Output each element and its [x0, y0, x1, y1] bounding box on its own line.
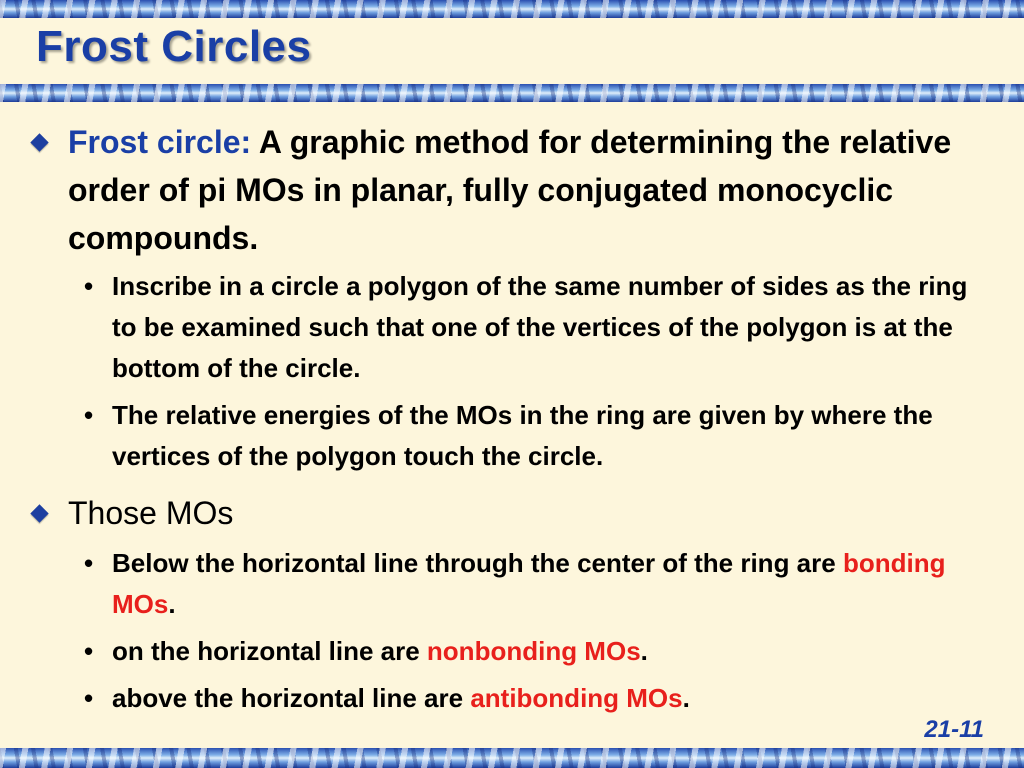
bullet-frost-circle — [0, 118, 1024, 262]
sub-bullet-text: The relative energies of the MOs in the ring are given by where the vertices of the polygon touch the circle. — [112, 400, 933, 471]
bullet-dot-icon: • — [84, 271, 94, 301]
sub-bullet-text: Below the horizontal line through the center of the ring are — [112, 548, 843, 578]
frost-circle-definition: A graphic method for determining the relative order of pi MOs in planar, fully conjugated monocyclic compounds. — [68, 124, 952, 256]
sub-bullet-nonbonding — [0, 631, 1024, 672]
sub-bullet-punctuation: . — [168, 589, 176, 619]
those-mos-text: Those MOs — [68, 495, 234, 531]
sub-bullet-punctuation: . — [640, 636, 648, 666]
diamond-bullet-icon — [30, 504, 48, 522]
nonbonding-mos-highlight: nonbonding MOs — [426, 636, 641, 666]
bullet-dot-icon: • — [84, 636, 94, 666]
top-wave-banner — [0, 0, 1024, 18]
bottom-wave-banner — [0, 748, 1024, 768]
bullet-dot-icon: • — [84, 548, 94, 578]
sub-bullet-bonding — [0, 543, 1024, 625]
slide-body — [0, 118, 1024, 719]
page-number: 21-11 — [924, 716, 984, 743]
bonding-mos-highlight: bonding MOs — [112, 548, 946, 619]
frost-circle-term: Frost circle: — [68, 124, 252, 160]
sub-bullet-punctuation: . — [682, 683, 690, 713]
bullet-dot-icon: • — [84, 683, 94, 713]
diamond-bullet-icon — [30, 133, 48, 151]
title-wave-divider — [0, 84, 1024, 102]
bullet-dot-icon: • — [84, 400, 94, 430]
antibonding-mos-highlight: antibonding MOs — [470, 683, 683, 713]
bullet-those-mos — [0, 489, 1024, 537]
sub-bullet-text: on the horizontal line are — [112, 636, 427, 666]
slide-title: Frost Circles — [36, 22, 312, 71]
sub-bullet-relative-energies — [0, 395, 1024, 477]
sub-bullet-text: Inscribe in a circle a polygon of the same number of sides as the ring to be examined such that one of the vertices of the polygon is at the bottom of the circle. — [112, 271, 968, 383]
sub-bullet-antibonding — [0, 678, 1024, 719]
sub-bullet-inscribe — [0, 266, 1024, 389]
sub-bullet-text: above the horizontal line are — [112, 683, 471, 713]
